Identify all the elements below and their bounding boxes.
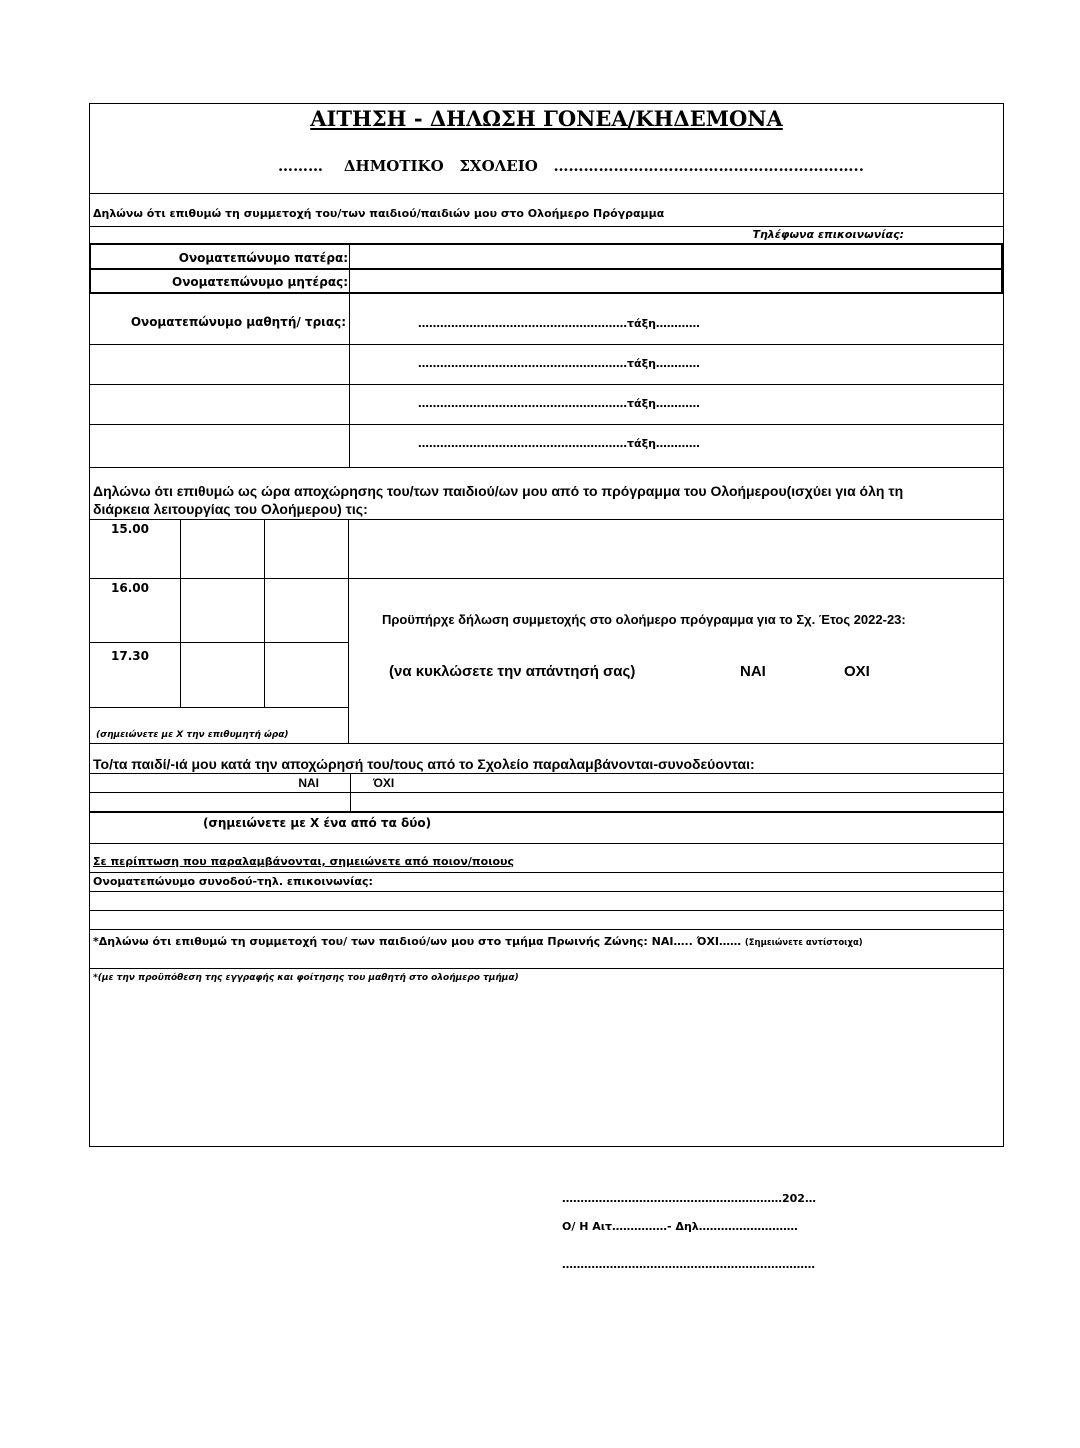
prior-no-option[interactable]: ΟΧΙ xyxy=(844,663,870,680)
morning-zone-text: *Δηλώνω ότι επιθυμώ τη συμμετοχή του/ των παιδιού/ων μου στο τμήμα Πρωινής Ζώνης: ΝΑΙ….. ΌΧΙ…… xyxy=(93,935,742,948)
escort-no-box[interactable] xyxy=(351,793,1002,811)
parents-left xyxy=(89,243,91,294)
comments-area[interactable] xyxy=(90,990,1003,1145)
student-entry-2[interactable]: …………………………………………………τάξη………… xyxy=(418,357,700,370)
escort-yes-box[interactable] xyxy=(90,793,349,811)
escort-who-label: Σε περίπτωση που παραλαμβάνονται, σημειώνετε από ποιον/ποιους xyxy=(93,855,514,868)
escort-divider-8 xyxy=(89,929,1004,930)
time-1600: 16.00 xyxy=(111,581,149,595)
escort-name-field-1[interactable] xyxy=(90,892,1003,910)
father-name-field[interactable] xyxy=(351,245,1000,267)
form-title: ΑΙΤΗΣΗ - ΔΗΛΩΣΗ ΓΟΝΕΑ/ΚΗΔΕΜΟΝΑ xyxy=(310,106,783,131)
signature-sign-line[interactable]: …………………………………………………………… xyxy=(562,1258,815,1271)
prior-participation-question: Προϋπήρχε δήλωση συμμετοχής στο ολοήμερο πρόγραμμα για το Σχ. Έτος 2022-23: xyxy=(382,612,906,627)
school-suffix: …………………………………………………….. xyxy=(553,157,864,175)
students-row-3 xyxy=(89,424,1004,425)
students-col-divider xyxy=(349,294,350,468)
student-entry-4[interactable]: …………………………………………………τάξη………… xyxy=(418,437,700,450)
departure-line-1: Δηλώνω ότι επιθυμώ ως ώρα αποχώρησης του/των παιδιού/ων μου από το πρόγραμμα του Ολοήμερου(ισχύει για όλη τη xyxy=(93,483,904,499)
time-1730: 17.30 xyxy=(111,649,149,663)
frame-top xyxy=(89,103,1004,104)
parents-right xyxy=(1001,243,1003,294)
divider-declaration xyxy=(89,226,1004,227)
signature-applicant[interactable]: Ο/ Η Αιτ……………- Δηλ……………………… xyxy=(562,1220,798,1233)
escort-divider-3 xyxy=(89,811,1004,813)
escort-no-label: ΌΧΙ xyxy=(373,776,395,790)
students-row-1 xyxy=(89,344,1004,345)
student-entry-1[interactable]: …………………………………………………τάξη………… xyxy=(418,317,700,330)
school-prefix: ……… xyxy=(278,157,323,175)
divider-header xyxy=(89,193,1004,194)
school-line xyxy=(278,159,864,174)
escort-divider-5 xyxy=(89,872,1004,873)
escort-yes-label: ΝΑΙ xyxy=(298,776,319,790)
time-1500-mark-a[interactable] xyxy=(181,520,264,578)
student-entry-3[interactable]: …………………………………………………τάξη………… xyxy=(418,397,700,410)
time-note: (σημειώνετε με Χ την επιθυμητή ώρα) xyxy=(96,730,289,740)
parents-bottom xyxy=(89,292,1003,294)
student-name-label: Ονοματεπώνυμο μαθητή/ τριας: xyxy=(130,315,346,329)
declaration-text: Δηλώνω ότι επιθυμώ τη συμμετοχή του/των παιδιού/παιδιών μου στο Ολοήμερο Πρόγραμμα xyxy=(93,207,665,220)
time-col-3 xyxy=(348,519,349,744)
escort-divider-1 xyxy=(89,773,1004,774)
time-1500: 15.00 xyxy=(111,522,149,536)
morning-zone-line xyxy=(93,936,863,948)
school-label: ΔΗΜΟΤΙΚΟ ΣΧΟΛΕΙΟ xyxy=(343,157,538,175)
time-1730-mark-b[interactable] xyxy=(265,643,348,707)
signature-date-line[interactable]: ……………………………………………………202… xyxy=(562,1192,816,1205)
phones-label: Τηλέφωνα επικοινωνίας: xyxy=(752,228,904,241)
students-row-2 xyxy=(89,384,1004,385)
circle-answer-note: (να κυκλώσετε την απάντησή σας) xyxy=(389,663,636,680)
escort-question: Το/τα παιδί/-ιά μου κατά την αποχώρησή του/τους από το Σχολείο παραλαμβάνονται-συνοδεύονται: xyxy=(93,756,755,772)
prior-yes-option[interactable]: ΝΑΙ xyxy=(740,663,766,680)
mother-name-label: Ονοματεπώνυμο μητέρας: xyxy=(172,275,348,289)
students-row-4 xyxy=(89,467,1004,468)
frame-bottom xyxy=(89,1146,1004,1147)
departure-line-2: διάρκεια λειτουργίας του Ολοήμερου) τις: xyxy=(93,501,368,517)
mother-name-field[interactable] xyxy=(351,270,1000,291)
escort-divider-4 xyxy=(89,843,1004,844)
time-1600-mark-b[interactable] xyxy=(265,579,348,642)
time-1730-mark-a[interactable] xyxy=(181,643,264,707)
frame-right xyxy=(1003,103,1004,1147)
escort-note: (σημειώνετε με Χ ένα από τα δύο) xyxy=(203,816,432,830)
father-name-label: Ονοματεπώνυμο πατέρα: xyxy=(178,251,348,265)
departure-bottom xyxy=(89,743,1004,744)
morning-zone-note: (Σημειώνετε αντίστοιχα) xyxy=(744,938,863,948)
time-1600-mark-a[interactable] xyxy=(181,579,264,642)
morning-zone-divider xyxy=(89,968,1004,969)
escort-name-label: Ονοματεπώνυμο συνοδού-τηλ. επικοινωνίας: xyxy=(93,875,373,888)
morning-zone-condition: *(με την προϋπόθεση της εγγραφής και φοίτησης του μαθητή στο ολοήμερο τμήμα) xyxy=(93,973,519,983)
time-row-3 xyxy=(89,707,349,708)
escort-name-field-2[interactable] xyxy=(90,911,1003,929)
parents-col-divider xyxy=(349,243,350,294)
time-1500-mark-b[interactable] xyxy=(265,520,348,578)
